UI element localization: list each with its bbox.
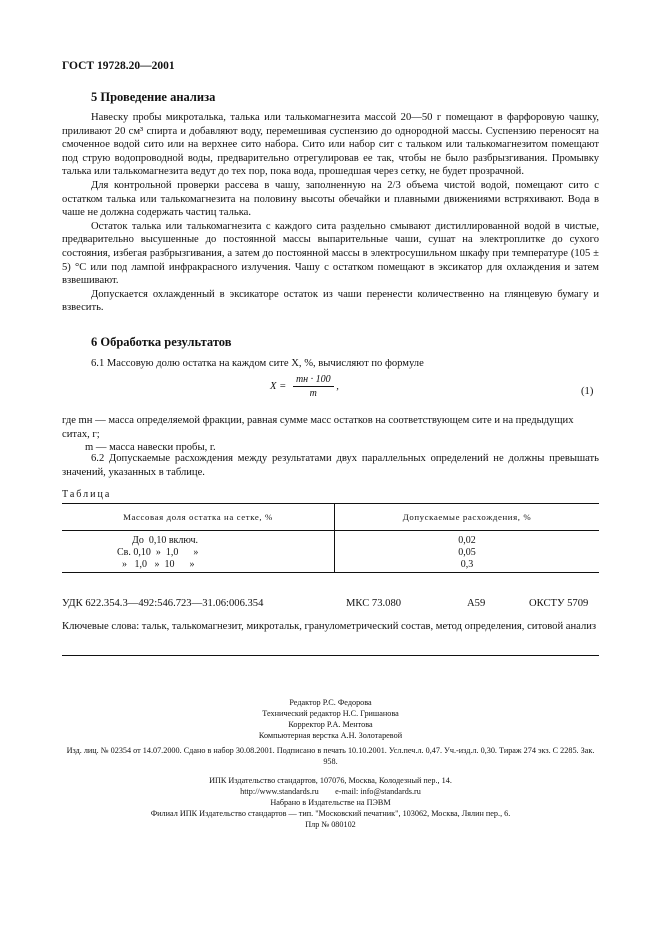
paragraph: 6.1 Массовую долю остатка на каждом сите X, %, вычисляют по формуле (91, 358, 424, 369)
class-code: А59 (467, 598, 486, 609)
formula-legend (62, 414, 599, 455)
formula-fraction (293, 374, 334, 399)
tolerance-value: 0,3 (460, 559, 474, 570)
table-cell-ranges (62, 531, 335, 573)
column-header: Массовая доля остатка на сетке, % (62, 504, 335, 531)
clause-6-1 (62, 357, 599, 371)
formula-denominator: m (309, 388, 317, 399)
table-caption: Таблица (62, 489, 112, 500)
formula-tail: , (336, 380, 339, 392)
paragraph: Допускается охлажденный в эксикаторе остаток из чаши перенести количественно на глянцевую бумагу и взвесить. (62, 288, 599, 314)
paragraph: 6.2 Допускаемые расхождения между результатами двух параллельных определений не должны превышать значений, указанных в таблице. (62, 453, 599, 478)
legend-item: m — масса навески пробы, г. (85, 442, 216, 454)
equation-number: (1) (581, 386, 594, 397)
tolerance-value: 0,05 (458, 547, 476, 558)
imprint-publisher: ИПК Издательство стандартов, 107076, Москва, Колодезный пер., 14. (209, 776, 452, 785)
imprint-print-info: Изд. лиц. № 02354 от 14.07.2000. Сдано в набор 30.08.2001. Подписано в печать 10.10.2001. Усл.печ.л. 0,47. Уч.-изд.л. 0,30. Тираж 274 экз. С 2285. Зак. 958. (66, 746, 595, 766)
imprint-typeset: Набрано в Издательстве на ПЭВМ (270, 798, 391, 807)
table-row (62, 531, 599, 573)
section-5-title: 5 Проведение анализа (91, 90, 216, 104)
column-header: Допускаемые расхождения, % (335, 504, 600, 531)
tolerance-table (62, 503, 599, 573)
range-value: До 0,10 включ. (117, 535, 199, 546)
imprint-web: http://www.standards.ru e-mail: info@standards.ru (240, 787, 421, 796)
range-value: » 1,0 » 10 » (117, 559, 195, 570)
keywords: Ключевые слова: тальк, талькомагнезит, микротальк, гранулометрический состав, метод определения, ситовой анализ (62, 621, 597, 632)
standard-header: ГОСТ 19728.20—2001 (62, 60, 175, 72)
formula (270, 374, 339, 399)
imprint-tech-editor: Технический редактор Н.С. Гришанова (262, 709, 399, 718)
section-5-body (62, 111, 599, 315)
table-cell-tolerances (335, 531, 600, 573)
paragraph: Для контрольной проверки рассева в чашу, заполненную на 2/3 объема чистой водой, помещают сито с остатком талька или талькомагнезита на половину высоты обечайки и плавными движениями встряхивают. Вода в чаше не должна содержать частиц талька. (62, 179, 599, 219)
imprint-layout: Компьютерная верстка А.Н. Золотаревой (258, 731, 403, 740)
range-value: Св. 0,10 » 1,0 » (117, 547, 199, 558)
imprint-corrector: Корректор Р.А. Ментова (288, 720, 373, 729)
tolerance-value: 0,02 (458, 535, 476, 546)
formula-numerator: mн · 100 (293, 374, 334, 387)
imprint-plr: Плр № 080102 (305, 820, 356, 829)
mks-code: МКС 73.080 (346, 598, 402, 609)
imprint-editor: Редактор Р.С. Федорова (289, 698, 372, 707)
table-header-row (62, 504, 599, 531)
legend-item: где mн — масса определяемой фракции, равная сумме масс остатков на соответствующем сите и на предыдущих ситах, г; (62, 415, 574, 440)
paragraph: Навеску пробы микроталька, талька или талькомагнезита массой 20—50 г помещают в фарфоровую чашку, приливают 20 см³ спирта и добавляют воду, перемешивая суспензию до однородной массы. Суспензию переносят на смоченное водой сито или на верхнее сито набора. Сито или набор сит с тальком или талькомагнезитом помещают под струю водопроводной воды, предварительно отрегулировав ее так, чтобы не было разбрызгивания. Промывку талька или талькомагнезита ведут до тех пор, пока вода, прошедшая через сетку, не будет прозрачной. (62, 112, 599, 178)
okstu-code: ОКСТУ 5709 (529, 598, 589, 609)
section-6-title: 6 Обработка результатов (91, 335, 232, 349)
udk-code: УДК 622.354.3—492:546.723—31.06:006.354 (62, 598, 264, 609)
paragraph: Остаток талька или талькомагнезита с каждого сита раздельно смывают дистиллированной водой в чистые, предварительно высушенные до постоянной массы выпарительные чаши, сушат на электроплитке до сухого состояния, избегая разбрызгивания, а затем до постоянной массы в электросушильном шкафу при температуре (105 ± 5) °С или под лампой инфракрасного излучения. Чашу с остатком помещают в эксикатор для охлаждения и затем взвешивают. (62, 220, 599, 287)
formula-lhs: X = (270, 380, 287, 392)
imprint-branch: Филиал ИПК Издательство стандартов — тип. "Московский печатник", 103062, Москва, Лялин пер., 6. (150, 809, 511, 818)
divider (62, 655, 599, 656)
clause-6-2 (62, 452, 599, 479)
